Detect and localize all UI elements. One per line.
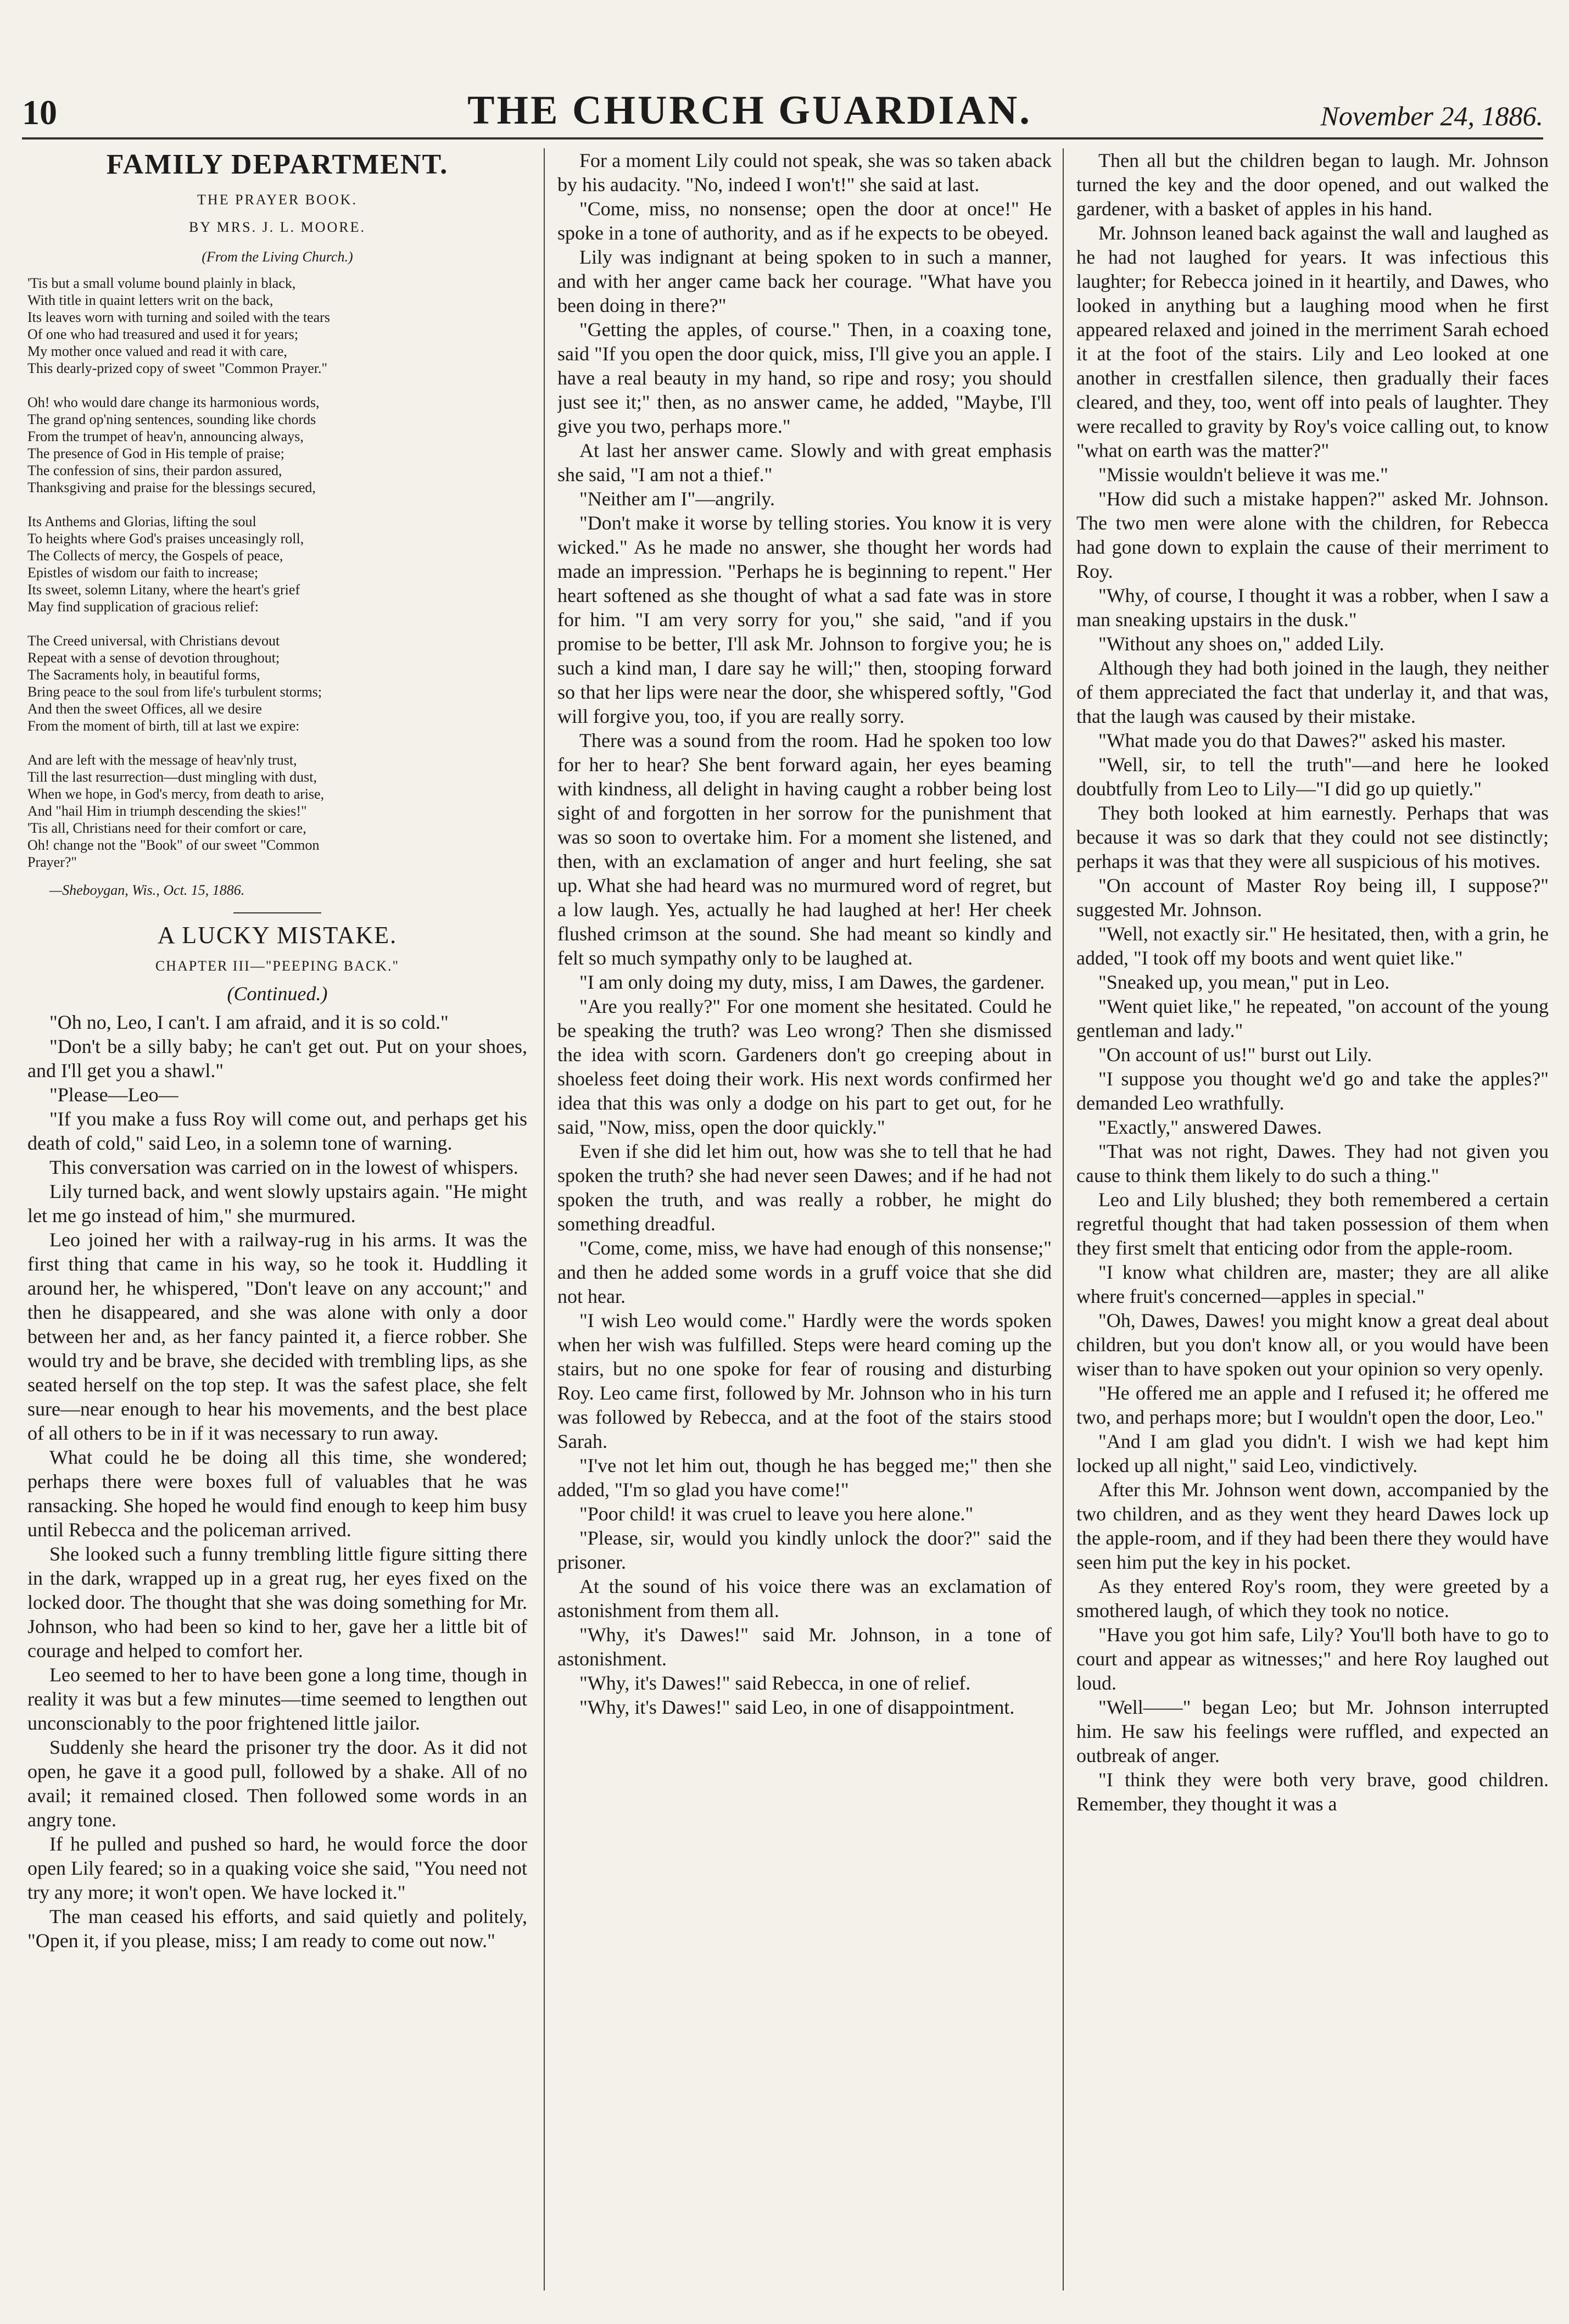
newspaper-title: THE CHURCH GUARDIAN. xyxy=(467,88,1032,133)
paragraph: "Why, it's Dawes!" said Leo, in one of disappointment. xyxy=(579,1696,1015,1718)
paragraph: "Missie wouldn't believe it was me." xyxy=(1098,464,1388,486)
paragraph: After this Mr. Johnson went down, accompanied by the two children, and as they went they heard Dawes lock up the apple-room, and if they had been there they would have seen him put the key in his pocket. xyxy=(1076,1479,1549,1573)
paragraph: "I've not let him out, though he has begged me;" then she added, "I'm so glad you have come!" xyxy=(557,1454,1052,1501)
paragraph: "Are you really?" For one moment she hesitated. Could he be speaking the truth? was Leo wrong? Then she dismissed the idea with scorn. Gardeners don't go creeping about in shoeless feet doing their work. His next words confirmed her idea that this was only a dodge on his part to get out, for he said, "Now, miss, open the door quickly." xyxy=(557,995,1052,1138)
poem-line: Bring peace to the soul from life's turbulent storms; xyxy=(27,684,322,700)
section-divider xyxy=(233,912,321,913)
poem-place: —Sheboygan, Wis., Oct. 15, 1886. xyxy=(49,882,245,898)
paragraph: "On account of Master Roy being ill, I suppose?" suggested Mr. Johnson. xyxy=(1076,874,1549,921)
paragraph: "Poor child! it was cruel to leave you here alone." xyxy=(579,1503,974,1525)
paragraph: As they entered Roy's room, they were greeted by a smothered laugh, of which they took no notice. xyxy=(1076,1575,1549,1621)
paragraph: Lily turned back, and went slowly upstairs again. "He might let me go instead of him," she murmured. xyxy=(27,1180,527,1227)
paragraph: "Without any shoes on," added Lily. xyxy=(1098,633,1384,655)
paragraph: "What made you do that Dawes?" asked his master. xyxy=(1098,729,1506,751)
paragraph: "Getting the apples, of course." Then, in a coaxing tone, said "If you open the door quick, miss, I'll give you an apple. I have a real beauty in my hand, so ripe and rosy; you should just see it;" then, as no answer came, he added, "Maybe, I'll give you two, perhaps more." xyxy=(557,319,1052,437)
poem-line: Its Anthems and Glorias, lifting the soul xyxy=(27,514,256,530)
poem-line xyxy=(27,496,527,513)
poem-line: Its sweet, solemn Litany, where the heart's grief xyxy=(27,582,300,598)
paragraph: What could he be doing all this time, she wondered; perhaps there were boxes full of valuables that he was ransacking. She hoped he would find enough to keep him busy until Rebecca and the policeman arrived. xyxy=(27,1446,527,1541)
paragraph: "I suppose you thought we'd go and take the apples?" demanded Leo wrathfully. xyxy=(1076,1068,1549,1114)
paragraph: "Come, come, miss, we have had enough of this nonsense;" and then he added some words in a gruff voice that she did not hear. xyxy=(557,1237,1052,1307)
poem-line: Of one who had treasured and used it for years; xyxy=(27,326,299,342)
poem-byline: BY MRS. J. L. MOORE. xyxy=(189,219,366,235)
paragraph: "Have you got him safe, Lily? You'll both have to go to court and appear as witnesses;" and here Roy laughed out loud. xyxy=(1076,1624,1549,1694)
paragraph: Then all but the children began to laugh. Mr. Johnson turned the key and the door opened, and out walked the gardener, with a basket of apples in his hand. xyxy=(1076,149,1549,220)
poem-line: With title in quaint letters writ on the back, xyxy=(27,292,273,308)
paragraph: "Exactly," answered Dawes. xyxy=(1098,1116,1322,1138)
paragraph: There was a sound from the room. Had he spoken too low for her to hear? She bent forward again, her eyes beaming with kindness, all delight in having caught a robber being lost sight of and forgotten in her sorrow for the punishment that was so soon to overtake him. For a moment she listened, and then, with an exclamation of anger and hurt feeling, she sat up. What she had heard was no murmured word of regret, but a low laugh. Yes, actually he had laughed at her! Her cheek flushed crimson at the sound. She had meant so kindly and felt so much sympathy only to be laughed at. xyxy=(557,729,1052,969)
paragraph: "Why, it's Dawes!" said Rebecca, in one of relief. xyxy=(579,1672,971,1694)
paragraph: "Oh, Dawes, Dawes! you might know a great deal about children, but you don't know all, or you would have been wiser than to have spoken out your opinion so very openly. xyxy=(1076,1309,1549,1380)
poem-line xyxy=(27,734,527,751)
paragraph: Even if she did let him out, how was she to tell that he had spoken the truth? she had never seen Dawes; and if he had not spoken the truth, and was really a robber, he might do something dreadful. xyxy=(557,1140,1052,1235)
poem-line: The grand op'ning sentences, sounding like chords xyxy=(27,411,316,427)
paragraph: Although they had both joined in the laugh, they neither of them appreciated the fact that underlay it, and that was, that the laugh was caused by their mistake. xyxy=(1076,657,1549,727)
poem-title: THE PRAYER BOOK. xyxy=(197,192,358,208)
poem-line: To heights where God's praises unceasingly roll, xyxy=(27,531,304,547)
poem-line: The Creed universal, with Christians devout xyxy=(27,633,280,649)
poem-line: Epistles of wisdom our faith to increase; xyxy=(27,565,259,581)
paragraph: "He offered me an apple and I refused it; he offered me two, and perhaps more; but I wouldn't open the door, Leo." xyxy=(1076,1382,1549,1428)
paragraph: Suddenly she heard the prisoner try the door. As it did not open, he gave it a good pull, followed by a shake. All of no avail; it remained closed. Then followed some words in an angry tone. xyxy=(27,1736,527,1831)
poem-line: The Collects of mercy, the Gospels of peace, xyxy=(27,548,283,564)
paragraph: Leo joined her with a railway-rug in his arms. It was the first thing that came in his way, so he took it. Huddling it around her, he whispered, "Don't leave on any account;" and then he disappeared, and she was alone with only a door between her and, as her fancy painted it, a fierce robber. She would try and be brave, she decided with trembling lips, as she seated herself on the top step. It was the safest place, she felt sure—near enough to hear his movements, and the best place of all others to be in if it was necessary to run away. xyxy=(27,1229,527,1444)
poem-line: 'Tis but a small volume bound plainly in black, xyxy=(27,275,296,291)
paragraph: "Well, sir, to tell the truth"—and here he looked doubtfully from Leo to Lily—"I did go up quietly." xyxy=(1076,754,1549,800)
paragraph: "Don't be a silly baby; he can't get out. Put on your shoes, and I'll get you a shawl." xyxy=(27,1035,527,1082)
column-rule xyxy=(544,148,545,2290)
paragraph: "Please, sir, would you kindly unlock the door?" said the prisoner. xyxy=(557,1527,1052,1573)
paragraph: "Come, miss, no nonsense; open the door at once!" He spoke in a tone of authority, and as if he expects to be obeyed. xyxy=(557,198,1052,244)
poem-line: Prayer?" xyxy=(27,854,77,870)
story-text xyxy=(1076,148,1549,1816)
poem-line: My mother once valued and read it with care, xyxy=(27,343,287,359)
paragraph: "I think they were both very brave, good children. Remember, they thought it was a xyxy=(1076,1769,1549,1815)
continued-note: (Continued.) xyxy=(227,983,328,1005)
poem-line: May find supplication of gracious relief: xyxy=(27,599,259,615)
paragraph: Mr. Johnson leaned back against the wall and laughed as he had not laughed for years. It was infectious this laughter; for Rebecca joined in it heartily, and Dawes, who looked in anything but a laughing mood when he first appeared relaxed and joined in the merriment Sarah echoed it at the foot of the stairs. Lily and Leo looked at one another in crestfallen silence, then gradually their faces cleared, and they, too, went off into peals of laughter. They were recalled to gravity by Roy's voice calling out, to know "what on earth was the matter?" xyxy=(1076,222,1549,461)
paragraph: "Oh no, Leo, I can't. I am afraid, and it is so cold." xyxy=(49,1011,449,1033)
paragraph: "On account of us!" burst out Lily. xyxy=(1098,1044,1372,1066)
poem-line: Its leaves worn with turning and soiled with the tears xyxy=(27,309,330,325)
paragraph: "How did such a mistake happen?" asked Mr. Johnson. The two men were alone with the children, for Rebecca had gone down to explain the cause of their merriment to Roy. xyxy=(1076,488,1549,582)
poem-line: And "hail Him in triumph descending the skies!" xyxy=(27,803,307,819)
poem-body xyxy=(27,275,527,871)
poem-line: Oh! change not the "Book" of our sweet "Common xyxy=(27,837,320,853)
paragraph: Leo seemed to her to have been gone a long time, though in reality it was but a few minutes—time seemed to lengthen out unconscionably to the poor frightened little jailor. xyxy=(27,1664,527,1734)
poem-line: Repeat with a sense of devotion throughout; xyxy=(27,650,280,666)
paragraph: "Well, not exactly sir." He hesitated, then, with a grin, he added, "I took off my boots and went quiet like." xyxy=(1076,923,1549,969)
column-1 xyxy=(27,148,527,2307)
column-2 xyxy=(557,148,1052,2307)
poem-line: When we hope, in God's mercy, from death to arise, xyxy=(27,786,325,802)
paragraph: "Sneaked up, you mean," put in Leo. xyxy=(1098,971,1390,993)
poem-line: And then the sweet Offices, all we desire xyxy=(27,701,262,717)
paragraph: Leo and Lily blushed; they both remembered a certain regretful thought that had taken possession of them when they first smelt that enticing odor from the apple-room. xyxy=(1076,1189,1549,1259)
paragraph: "Well——" began Leo; but Mr. Johnson interrupted him. He saw his feelings were ruffled, and expected an outbreak of anger. xyxy=(1076,1696,1549,1766)
poem-line: From the trumpet of heav'n, announcing always, xyxy=(27,428,304,444)
paragraph: "Please—Leo— xyxy=(49,1084,178,1106)
poem-line xyxy=(27,615,527,632)
poem-line: The presence of God in His temple of praise; xyxy=(27,445,284,461)
story-text xyxy=(557,148,1052,1719)
story-title: A LUCKY MISTAKE. xyxy=(157,922,398,949)
paragraph: They both looked at him earnestly. Perhaps that was because it was so dark that they could not see distinctly; perhaps it was that they were all suspicious of his motives. xyxy=(1076,802,1549,872)
poem-line: 'Tis all, Christians need for their comfort or care, xyxy=(27,820,306,836)
poem-line: The Sacraments holy, in beautiful forms, xyxy=(27,667,260,683)
column-rule xyxy=(1063,148,1064,2290)
paragraph: This conversation was carried on in the lowest of whispers. xyxy=(49,1156,518,1178)
paragraph: "Why, it's Dawes!" said Mr. Johnson, in a tone of astonishment. xyxy=(557,1624,1052,1670)
paragraph: At last her answer came. Slowly and with great emphasis she said, "I am not a thief." xyxy=(557,439,1052,486)
poem-line: This dearly-prized copy of sweet "Common Prayer." xyxy=(27,360,328,376)
paragraph: If he pulled and pushed so hard, he would force the door open Lily feared; so in a quaking voice she said, "You need not try any more; it won't open. We have locked it." xyxy=(27,1833,527,1903)
column-3 xyxy=(1076,148,1549,2307)
paragraph: "Why, of course, I thought it was a robber, when I saw a man sneaking upstairs in the dusk." xyxy=(1076,584,1549,631)
chapter-heading: CHAPTER III—"PEEPING BACK." xyxy=(155,958,400,974)
poem-line: From the moment of birth, till at last we expire: xyxy=(27,718,300,734)
issue-date: November 24, 1886. xyxy=(1320,101,1543,131)
poem-line: Thanksgiving and praise for the blessings secured, xyxy=(27,480,316,495)
poem-line: Till the last resurrection—dust mingling with dust, xyxy=(27,769,317,785)
paragraph: Lily was indignant at being spoken to in such a manner, and with her anger came back her courage. "What have you been doing in there?" xyxy=(557,246,1052,316)
story-text xyxy=(27,1010,527,1953)
poem-line xyxy=(27,377,527,394)
paragraph: "That was not right, Dawes. They had not given you cause to think them likely to do such a thing." xyxy=(1076,1140,1549,1186)
paragraph: "I am only doing my duty, miss, I am Dawes, the gardener. xyxy=(579,971,1045,993)
paragraph: "Neither am I"—angrily. xyxy=(579,488,775,510)
poem-line: The confession of sins, their pardon assured, xyxy=(27,462,282,478)
paragraph: "If you make a fuss Roy will come out, and perhaps get his death of cold," said Leo, in a solemn tone of warning. xyxy=(27,1108,527,1154)
page-number: 10 xyxy=(22,93,57,132)
paragraph: "Don't make it worse by telling stories. You know it is very wicked." As he made no answer, she thought her words had made an impression. "Perhaps he is beginning to repent." Her heart softened as she thought of what a sad fate was in store for him. "I am very sorry for you," she said, "and if you promise to be better, I'll ask Mr. Johnson to forgive you; he is such a kind man, I dare say he will;" then, stooping forward so that her lips were near the door, she whispered softly, "God will forgive you, too, if you are really sorry. xyxy=(557,512,1052,727)
paragraph: At the sound of his voice there was an exclamation of astonishment from them all. xyxy=(557,1575,1052,1621)
paragraph: "And I am glad you didn't. I wish we had kept him locked up all night," said Leo, vindictively. xyxy=(1076,1430,1549,1476)
paragraph: "I know what children are, master; they are all alike where fruit's concerned—apples in special." xyxy=(1076,1261,1549,1307)
masthead xyxy=(22,88,1543,140)
paragraph: "I wish Leo would come." Hardly were the words spoken when her wish was fulfilled. Steps were heard coming up the stairs, but no one spoke for fear of rousing and disturbing Roy. Leo came first, followed by Mr. Johnson who in his turn was followed by Rebecca, and at the foot of the stairs stood Sarah. xyxy=(557,1309,1052,1452)
poem-line: And are left with the message of heav'nly trust, xyxy=(27,752,297,768)
department-heading: FAMILY DEPARTMENT. xyxy=(106,149,449,180)
paragraph: "Went quiet like," he repeated, "on account of the young gentleman and lady." xyxy=(1076,995,1549,1041)
poem-line: Oh! who would dare change its harmonious words, xyxy=(27,394,320,410)
poem-source: (From the Living Church.) xyxy=(202,249,353,265)
paragraph: She looked such a funny trembling little figure sitting there in the dark, wrapped up in a great rug, her eyes fixed on the locked door. The thought that she was doing something for Mr. Johnson, who had been so kind to her, gave her a little bit of courage and helped to comfort her. xyxy=(27,1543,527,1662)
paragraph: For a moment Lily could not speak, she was so taken aback by his audacity. "No, indeed I won't!" she said at last. xyxy=(557,149,1052,196)
paragraph: The man ceased his efforts, and said quietly and politely, "Open it, if you please, miss; I am ready to come out now." xyxy=(27,1905,527,1952)
